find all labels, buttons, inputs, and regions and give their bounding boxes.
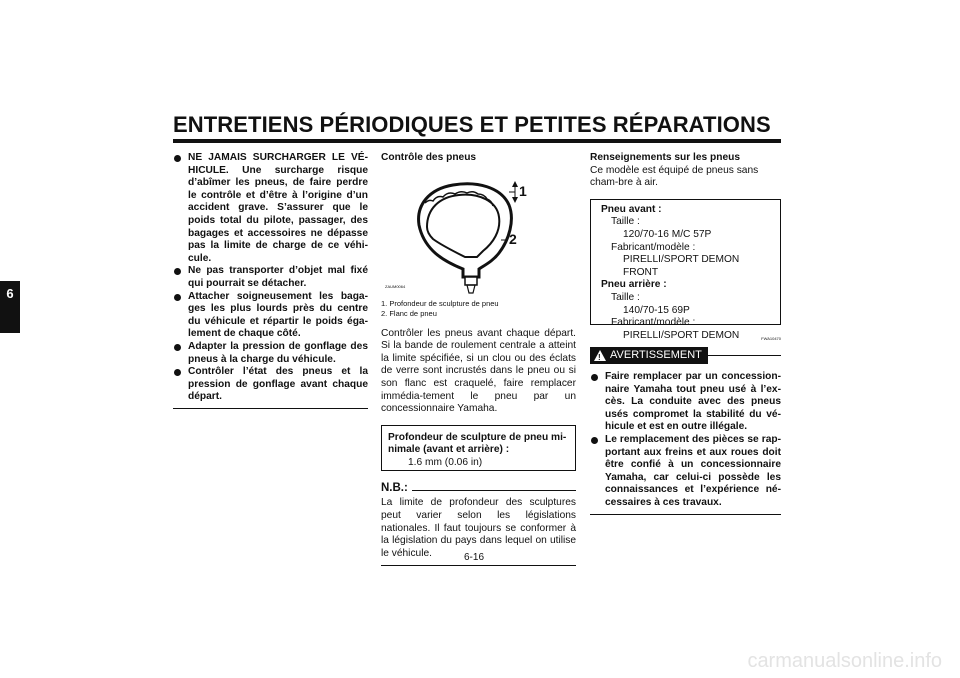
rear-size-label: Taille : bbox=[611, 291, 640, 303]
rear-make-label: Fabricant/modèle : bbox=[611, 317, 696, 329]
tire-cross-section-icon bbox=[381, 165, 576, 297]
page-title: ENTRETIENS PÉRIODIQUES ET PETITES RÉPARATIONS bbox=[173, 112, 771, 137]
warning-triangle-icon: ! bbox=[594, 350, 606, 361]
figure-label-2: 2 bbox=[509, 230, 517, 247]
nb-rule bbox=[412, 490, 576, 491]
front-make-label: Fabricant/modèle : bbox=[611, 241, 696, 253]
right-column bbox=[590, 152, 781, 515]
middle-column bbox=[381, 152, 576, 566]
bullet-icon bbox=[174, 268, 181, 275]
nb-label: N.B.: bbox=[381, 481, 408, 494]
list-item: Adapter la pression de gonflage des pneus à la charge du véhicule. bbox=[173, 341, 368, 366]
warning-rule bbox=[708, 355, 781, 356]
warning-list bbox=[590, 371, 781, 510]
rear-size-value: 140/70-15 69P bbox=[623, 304, 690, 316]
list-item: Le remplacement des pièces se rap-portant aux freins et aux roues doit être confié à un concessionnaire Yamaha, car celui-ci possède les connaissances et l’expérience né-cessaires à ces travaux. bbox=[590, 434, 781, 510]
inspection-paragraph: Contrôler les pneus avant chaque départ. Si la bande de roulement centrale a atteint la limite spécifiée, si un clou ou des éclats de verre sont incrustés dans le pneu ou si son flanc est craquelé, faire remplacer immédia-tement le pneu par un concessionnaire Yamaha. bbox=[381, 327, 576, 415]
rear-make-value: PIRELLI/SPORT DEMON bbox=[623, 329, 740, 341]
warning-bullet-list bbox=[173, 152, 368, 404]
warning-header bbox=[590, 347, 781, 364]
chapter-number: 6 bbox=[6, 286, 14, 301]
warning-code: FWA10470 bbox=[761, 335, 781, 341]
list-item: Ne pas transporter d’objet mal fixé qui pourrait se détacher. bbox=[173, 265, 368, 290]
warning-label: AVERTISSEMENT bbox=[610, 349, 702, 362]
tire-figure bbox=[381, 165, 576, 297]
page-number: 6-16 bbox=[464, 552, 485, 563]
rear-tire-label: Pneu arrière : bbox=[601, 279, 667, 291]
watermark: carmanualsonline.info bbox=[747, 650, 942, 672]
tread-depth-box bbox=[381, 425, 576, 471]
warning-end-rule bbox=[590, 514, 781, 515]
section-heading: Contrôle des pneus bbox=[381, 152, 477, 163]
nb-end-rule bbox=[381, 565, 576, 566]
list-item: Faire remplacer par un concession-naire Yamaha tout pneu usé à l’ex-cès. La conduite avec des pneus usés compromet la stabilité du vé-hicule et est en outre illégale. bbox=[590, 371, 781, 434]
bullet-icon bbox=[591, 374, 598, 381]
warning-badge bbox=[590, 347, 708, 364]
list-item: Attacher soigneusement les baga-ges les plus lourds près du centre du véhicule et répartir le poids éga-lement de chaque côté. bbox=[173, 291, 368, 341]
bullet-icon bbox=[591, 437, 598, 444]
front-make-value: PIRELLI/SPORT DEMON FRONT bbox=[623, 254, 740, 278]
nb-text: La limite de profondeur des sculptures peut varier selon les législations nationales. Il faut toujours se conformer à la législation du pays dans lequel on utilise le véhicule. bbox=[381, 497, 576, 559]
nb-header bbox=[381, 482, 576, 495]
front-size-label: Taille : bbox=[611, 216, 640, 228]
section-end-rule bbox=[173, 408, 368, 409]
figure-code: ZAUM0064 bbox=[385, 283, 406, 289]
figure-caption-1: 1. Profondeur de sculpture de pneu bbox=[381, 298, 499, 308]
bullet-icon bbox=[174, 294, 181, 301]
tire-info-intro: Ce modèle est équipé de pneus sans cham-bre à air. bbox=[590, 164, 759, 189]
bullet-icon bbox=[174, 344, 181, 351]
bullet-icon bbox=[174, 369, 181, 376]
title-rule bbox=[173, 139, 781, 143]
tread-depth-label: Profondeur de sculpture de pneu mi-nimale (avant et arrière) : bbox=[388, 431, 567, 456]
front-tire-label: Pneu avant : bbox=[601, 203, 662, 215]
left-column bbox=[173, 152, 368, 409]
front-size-value: 120/70-16 M/C 57P bbox=[623, 228, 712, 240]
list-item: Contrôler l’état des pneus et la pression de gonflage avant chaque départ. bbox=[173, 366, 368, 404]
list-item: NE JAMAIS SURCHARGER LE VÉ-HICULE. Une surcharge risque d’abîmer les pneus, de faire perdre le contrôle et d’être à l’origine d’un accident grave. S’assurer que le poids total du pilote, passager, des bagages et accessoires ne dépasse pas la limite de charge de ce véhi-cule. bbox=[173, 152, 368, 265]
figure-label-1: 1 bbox=[519, 182, 527, 199]
tread-depth-value: 1.6 mm (0.06 in) bbox=[408, 456, 483, 468]
figure-caption-2: 2. Flanc de pneu bbox=[381, 309, 437, 319]
section-heading: Renseignements sur les pneus bbox=[590, 152, 741, 163]
bullet-icon bbox=[174, 155, 181, 162]
